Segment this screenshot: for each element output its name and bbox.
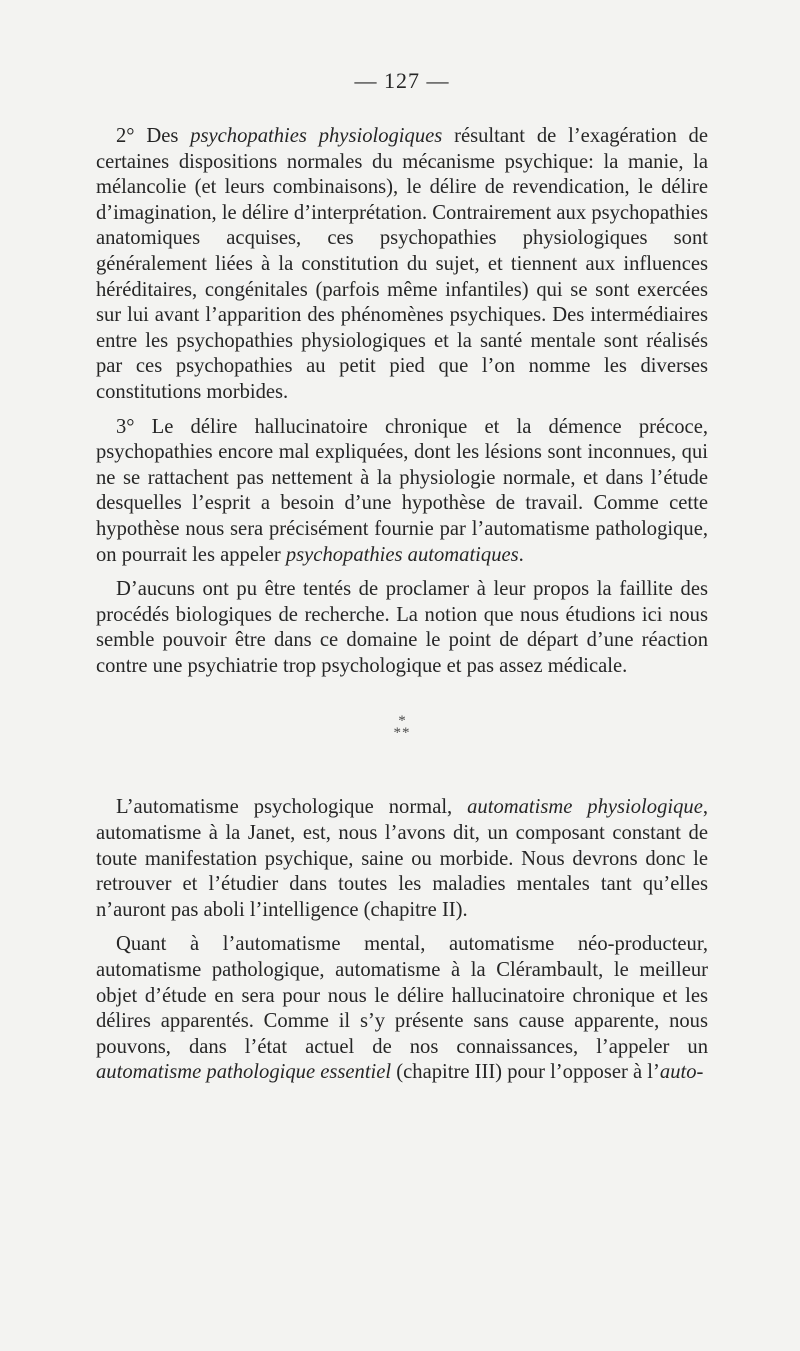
italic-term: automatisme pathologique essentiel: [96, 1061, 392, 1084]
italic-term: auto-: [659, 1061, 704, 1084]
italic-term: psychopathies automatiques: [285, 543, 519, 566]
text-run: résultant de l’exagération de certaines dispositions normales du mécanisme psychique: la manie, la mélancolie (et leurs combinaisons), le délire de revendication, le délire d’imagination, le délire d’interprétation. Contrairement aux psychopathies anatomiques acquises, ces psychopathies physiologiques sont généralement liées à la constitution du sujet, et tiennent aux influences héréditaires, congénitales (parfois même infantiles) qui se sont exercées sur lui avant l’apparition des phénomènes psychiques. Des intermédiaires entre les psychopathies physiologiques et la santé mentale sont réalisés par ces psychopathies au petit pied que l’on nomme les diverses constitutions morbides.: [96, 125, 708, 403]
paragraph-automatic-psychopathies: [96, 415, 708, 569]
italic-term: psychopathies physiologiques: [190, 125, 443, 147]
page-number: — 127 —: [354, 68, 450, 93]
text-run: L’automatisme psychologique normal,: [116, 796, 468, 819]
asterism-top: *: [398, 713, 406, 730]
asterism-bottom: **: [393, 725, 411, 742]
text-run: 2° Des: [116, 125, 191, 147]
text-run: D’aucuns ont pu être tentés de proclamer à leur propos la faillite des procédés biologiques de recherche. La notion que nous étudions ici nous semble pouvoir être dans ce domaine le point de départ d’une réaction contre une psychiatrie trop psychologique et pas assez médicale.: [96, 578, 708, 677]
text-run: Quant à l’automatisme mental, automatisme néo-producteur, automatisme pathologique, automatisme à la Clérambault, le meilleur objet d’étude en sera pour nous le délire hallucinatoire chronique et les délires apparentés. Comme il s’y présente sans cause apparente, nous pouvons, dans l’état actuel de nos connaissances, l’appeler un: [96, 933, 708, 1058]
section-asterism: [96, 713, 708, 742]
paragraph-mental-automatism: [96, 932, 708, 1086]
text-run: 3° Le délire hallucinatoire chronique et la démence précoce, psychopathies encore mal expliquées, dont les lésions sont inconnues, qui ne se rattachent pas nettement à la physiologie normale, et dans l’étude desquelles l’esprit a besoin d’une hypothèse de travail. Comme cette hypothèse nous sera précisément fournie par l’automatisme pathologique, on pourrait les appeler: [96, 415, 708, 566]
paragraph-biological-methods: [96, 577, 708, 679]
text-run: , automatisme à la Janet, est, nous l’avons dit, un composant constant de toute manifestation psychique, saine ou morbide. Nous devrons donc le retrouver et l’étudier dans toutes les maladies mentales tant qu’elles n’auront pas aboli l’intelligence (chapitre II).: [96, 796, 708, 921]
text-run: .: [518, 543, 524, 566]
paragraph-psychological-automatism: [96, 795, 708, 923]
italic-term: automatisme physiologique: [467, 796, 703, 819]
text-run: (chapitre III) pour l’opposer à l’: [391, 1061, 660, 1084]
paragraph-physiological-psychopathies: [96, 124, 708, 406]
